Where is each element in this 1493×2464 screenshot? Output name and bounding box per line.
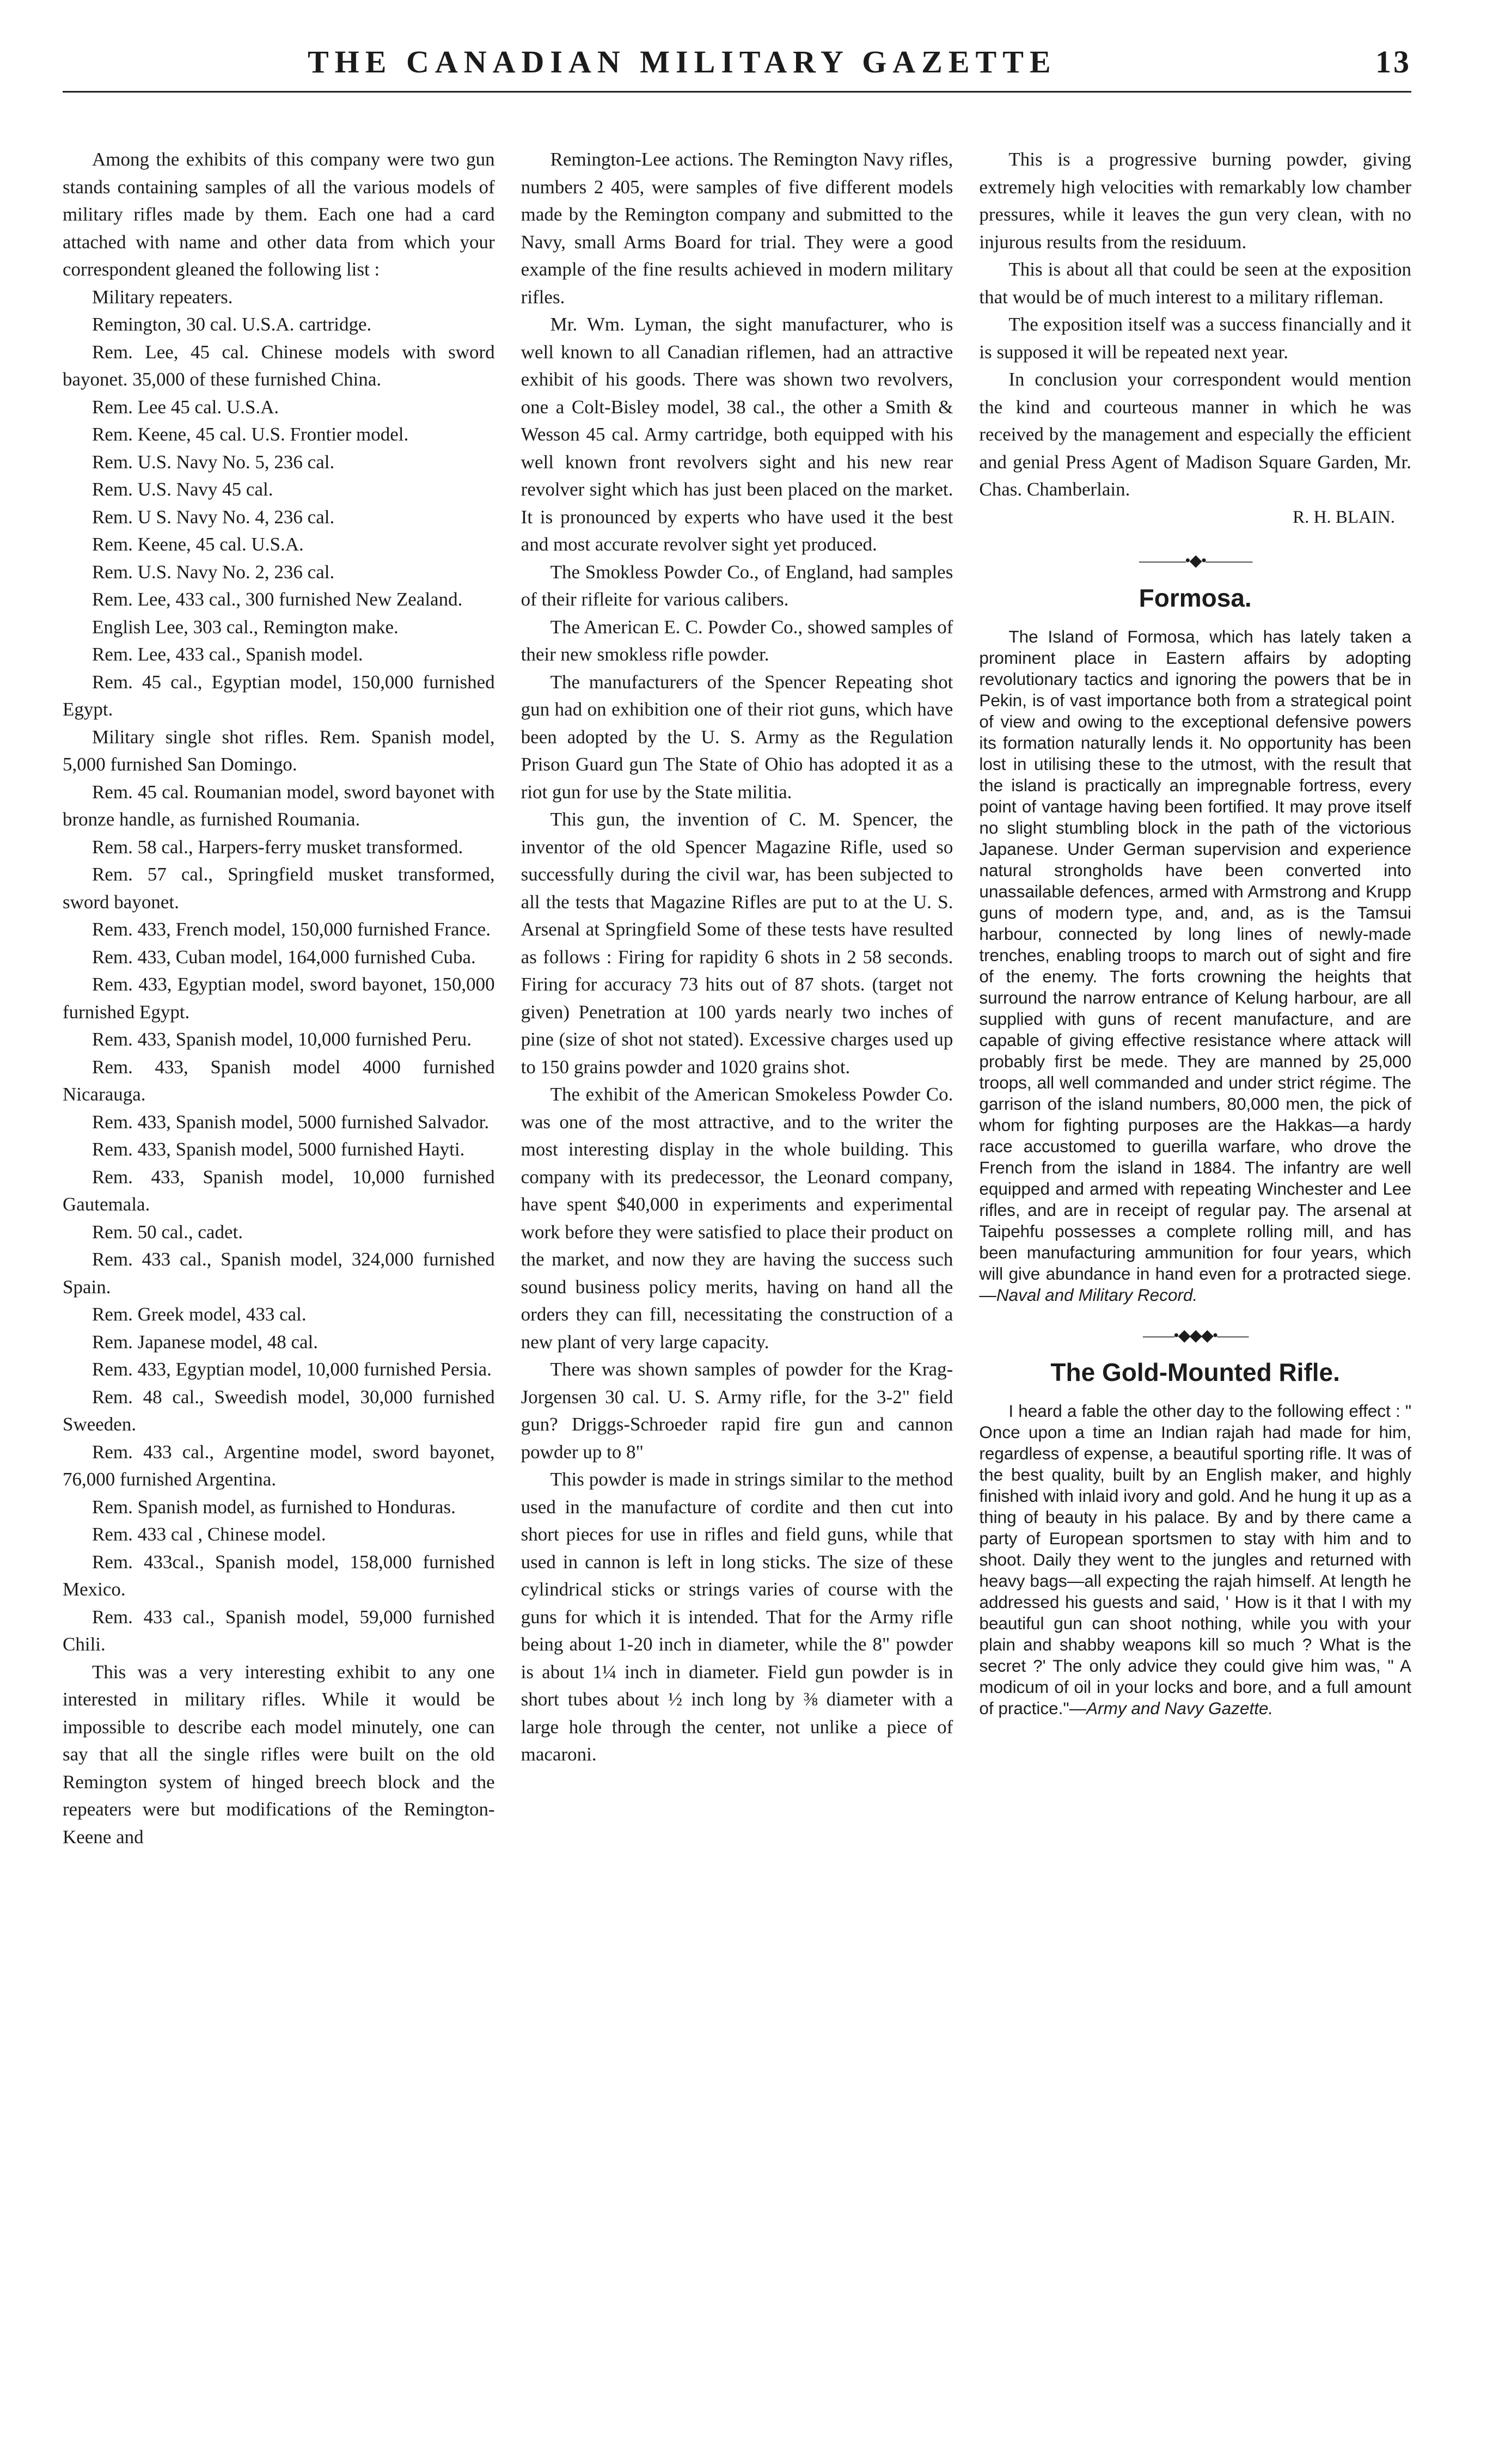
rifle-model-item: Rem. 433, Spanish model, 5000 furnished Salvador.	[92, 1111, 489, 1133]
rifle-model-item: Military repeaters.	[92, 286, 233, 308]
rifle-model-item: Rem. 58 cal., Harpers-ferry musket transformed.	[92, 836, 463, 858]
article-columns	[63, 146, 1411, 1851]
exhibit-intro-paragraph: Among the exhibits of this company were two gun stands containing samples of all the various models of military rifles made by them. Each one had a card attached with name and other data from which your correspondent gleaned the following list :	[63, 149, 495, 280]
column-right	[979, 146, 1411, 1851]
article-paragraph: The manufacturers of the Spencer Repeating shot gun had on exhibition one of their riot guns, which have been adopted by the U. S. Army as the Regulation Prison Guard gun The State of Ohio has adopted it as a riot gun for use by the State militia.	[521, 671, 953, 803]
rifle-text: I heard a fable the other day to the following effect : " Once upon a time an Indian rajah had made for him, regardless of expense, a beautiful sporting rifle. It was of the best quality, built by an English maker, and highly finished with inlaid ivory and gold. And he hung it up as a thing of beauty in his palace. By and by there came a party of European sportsmen to stay with him and to shoot. Daily they went to the jungles and returned with heavy bags—all expecting the rajah himself. At length he addressed his guests and said, ' How is it that I with my beautiful gun can shoot nothing, while you with your plain and shabby weapons kill so much ? What is the secret ?' The only advice they could give him was, " A modicum of oil in your locks and bore, and a full amount of practice."—	[979, 1401, 1412, 1718]
article-paragraph: There was shown samples of powder for the Krag-Jorgensen 30 cal. U. S. Army rifle, for the 3-2" field gun? Driggs-Schroeder rapid fire gun and cannon powder up to 8"	[521, 1359, 953, 1463]
rifle-model-item: Rem. Lee, 433 cal., 300 furnished New Zealand.	[92, 589, 463, 610]
article-paragraph: Mr. Wm. Lyman, the sight manufacturer, who is well known to all Canadian riflemen, had an attractive exhibit of his goods. There was shown two revolvers, one a Colt-Bisley model, 38 cal., the other a Smith & Wesson 45 cal. Army cartridge, both equipped with his well known front revolvers sight and his new rear revolver sight which has just been placed on the market. It is pronounced by experts who have used it the best and most accurate revolver sight yet produced.	[521, 314, 953, 555]
exhibit-closing-paragraph: This was a very interesting exhibit to any one interested in military rifles. While it would be impossible to describe each model minutely, one can say that all the single rifles were built on the old Remington system of hinged breech block and the repeaters were but modifications of the Remington-Keene and	[63, 1661, 495, 1848]
article-paragraph: In conclusion your correspondent would mention the kind and courteous manner in which he was received by the management and especially the efficient and genial Press Agent of Madison Square Garden, Mr. Chas. Chamberlain.	[979, 369, 1412, 500]
rifle-model-item: Rem. Keene, 45 cal. U.S. Frontier model.	[92, 424, 409, 445]
rifle-model-item: Rem. 433, Spanish model, 10,000 furnished Gautemala.	[63, 1166, 495, 1215]
rifle-model-item: Rem. Keene, 45 cal. U.S.A.	[92, 534, 304, 555]
rifle-source: Army and Navy Gazette.	[1086, 1698, 1274, 1718]
rifle-model-item: Rem. 433, Spanish model, 5000 furnished Hayti.	[92, 1139, 465, 1160]
newspaper-title: THE CANADIAN MILITARY GAZETTE	[308, 44, 1057, 80]
rifle-model-item: English Lee, 303 cal., Remington make.	[92, 616, 399, 638]
masthead	[63, 44, 1411, 93]
column-middle	[521, 146, 953, 1851]
article-paragraph: This is about all that could be seen at the exposition that would be of much interest to a military rifleman.	[979, 259, 1412, 308]
rifle-model-item: Rem. 433, Egyptian model, 10,000 furnished Persia.	[92, 1359, 492, 1380]
rifle-model-item: Rem. Lee, 433 cal., Spanish model.	[92, 644, 363, 665]
article-paragraph: This powder is made in strings similar to the method used in the manufacture of cordite and then cut into short pieces for use in rifles and field guns, while that used in cannon is left in long sticks. The size of these cylindrical sticks or strings varies of course with the guns for which it is intended. That for the Army rifle being about 1-20 inch in diameter, while the 8" powder is about 1¼ inch in diameter. Field gun powder is in short tubes about ½ inch long by ⅜ diameter with a large hole through the center, not unlike a piece of macaroni.	[521, 1469, 953, 1765]
rifle-model-item: Rem. U S. Navy No. 4, 236 cal.	[92, 506, 335, 528]
section-divider-ornament: ——•◆◆◆•——	[1143, 1326, 1248, 1344]
rifle-model-item: Rem. 45 cal. Roumanian model, sword bayonet with bronze handle, as furnished Roumania.	[63, 781, 495, 830]
rifle-model-item: Rem. 433 cal , Chinese model.	[92, 1524, 326, 1545]
rifle-model-item: Rem. Lee, 45 cal. Chinese models with sword bayonet. 35,000 of these furnished China.	[63, 341, 495, 390]
rifle-model-item: Rem. U.S. Navy No. 2, 236 cal.	[92, 561, 335, 583]
formosa-heading: Formosa.	[1139, 583, 1252, 612]
rifle-model-item: Rem. Greek model, 433 cal.	[92, 1304, 307, 1325]
author-signature: R. H. BLAIN.	[1293, 507, 1396, 527]
formosa-paragraph	[979, 626, 1411, 1306]
article-paragraph: The exposition itself was a success financially and it is supposed it will be repeated next year.	[979, 314, 1412, 363]
rifle-model-item: Rem. 433 cal., Spanish model, 324,000 furnished Spain.	[63, 1249, 495, 1298]
gold-mounted-rifle-heading: The Gold-Mounted Rifle.	[1050, 1358, 1340, 1386]
article-paragraph: Remington-Lee actions. The Remington Navy rifles, numbers 2 405, were samples of five different models made by the Remington company and submitted to the Navy, small Arms Board for trial. They were a good example of the fine results achieved in modern military rifles.	[521, 149, 953, 308]
article-paragraph: The exhibit of the American Smokeless Powder Co. was one of the most attractive, and to the writer the most interesting display in the whole building. This company with its predecessor, the Leonard company, have spent $40,000 in experiments and experimental work before they were satisfied to place their product on the market, and now they are having the success such sound business policy merits, having on hand all the orders they can fill, necessitating the construction of a new plant of very large capacity.	[521, 1084, 953, 1353]
rifle-model-item: Rem. Japanese model, 48 cal.	[92, 1331, 319, 1353]
gold-mounted-rifle-article	[979, 1401, 1411, 1719]
page-number: 13	[1375, 44, 1411, 80]
rifle-model-item: Rem. 57 cal., Springfield musket transformed, sword bayonet.	[63, 864, 495, 913]
rifle-model-item: Rem. Spanish model, as furnished to Honduras.	[92, 1496, 456, 1518]
rifle-model-item: Rem. 433, Spanish model 4000 furnished Nicarauga.	[63, 1056, 495, 1105]
rifle-model-item: Rem. 433, Cuban model, 164,000 furnished Cuba.	[92, 946, 476, 968]
rifle-model-item: Rem. 50 cal., cadet.	[92, 1221, 243, 1243]
exhibit-conclusion	[979, 146, 1411, 504]
rifle-model-item: Rem. 48 cal., Sweedish model, 30,000 furnished Sweeden.	[63, 1386, 495, 1435]
rifle-model-list	[63, 284, 495, 1659]
article-paragraph: The American E. C. Powder Co., showed samples of their new smokless rifle powder.	[521, 616, 953, 665]
rifle-model-item: Rem. U.S. Navy 45 cal.	[92, 479, 273, 500]
rifle-model-item: Rem. U.S. Navy No. 5, 236 cal.	[92, 451, 335, 473]
rifle-model-item: Rem. 433, French model, 150,000 furnished France.	[92, 919, 491, 940]
formosa-article	[979, 626, 1411, 1306]
rifle-model-item: Military single shot rifles. Rem. Spanish model, 5,000 furnished San Domingo.	[63, 726, 495, 775]
formosa-source: Naval and Military Record.	[996, 1285, 1198, 1305]
formosa-text: The Island of Formosa, which has lately taken a prominent place in Eastern affairs by adopting revolutionary tactics and ignoring the powers that be in Pekin, is of vast importance both from a strategical point of view and owing to the exceptional defensive powers its formation naturally lends it. No opportunity has been lost in utilising these to the utmost, with the result that the island is practically an impregnable fortress, every point of vantage having been fortified. It may prove itself no slight stumbling block in the path of the victorious Japanese. Under German supervision and experience natural strongholds have been converted into unassailable defences, armed with Armstrong and Krupp guns of modern type, and, and, as is the Tamsui harbour, connected by long lines of newly-made trenches, enabling troops to march out of sight and fire of the enemy. The forts crowning the heights that surround the narrow entrance of Kelung harbour, are all supplied with guns of recent manufacture, and are capable of giving effective resistance where attack will probably first be mede. They are manned by 25,000 troops, all well commanded and under strict régime. The garrison of the island numbers, 80,000 men, the pick of whom for fighting purposes are the Hakkas—a hardy race accustomed to guerilla warfare, who drove the French from the island in 1884. The infantry are well equipped and armed with repeating Winchester and Lee rifles, and are in receipt of regular pay. The arsenal at Taipehfu possesses a complete rolling mill, and has been manufacturing ammunition for four years, which will give abundance in hand even for a protracted siege.—	[979, 626, 1412, 1305]
rifle-paragraph	[979, 1401, 1411, 1719]
rifle-model-item: Rem. Lee 45 cal. U.S.A.	[92, 396, 279, 418]
rifle-model-item: Remington, 30 cal. U.S.A. cartridge.	[92, 314, 372, 335]
section-divider: ———•◆•———	[1139, 552, 1252, 570]
rifle-model-item: Rem. 433 cal., Spanish model, 59,000 furnished Chili.	[63, 1606, 495, 1655]
column-left	[63, 146, 495, 1851]
rifle-model-item: Rem. 45 cal., Egyptian model, 150,000 furnished Egypt.	[63, 671, 495, 720]
rifle-model-item: Rem. 433, Spanish model, 10,000 furnished Peru.	[92, 1029, 472, 1050]
article-paragraph: The Smokless Powder Co., of England, had samples of their rifleite for various calibers.	[521, 561, 953, 610]
rifle-model-item: Rem. 433, Egyptian model, sword bayonet, 150,000 furnished Egypt.	[63, 974, 495, 1023]
article-paragraph: This gun, the invention of C. M. Spencer, the inventor of the old Spencer Magazine Rifle, used so successfully during the civil war, has been subjected to all the tests that Magazine Rifles are put to at the U. S. Arsenal at Springfield Some of these tests have resulted as follows : Firing for rapidity 6 shots in 2 58 seconds. Firing for accuracy 73 hits out of 87 shots. (target not given) Penetration at 100 yards nearly two inches of pine (size of shot not stated). Excessive charges used up to 150 grains powder and 1020 grains shot.	[521, 809, 953, 1078]
article-paragraph: This is a progressive burning powder, giving extremely high velocities with remarkably low chamber pressures, while it leaves the gun very clean, with no injurous results from the residuum.	[979, 149, 1412, 253]
rifle-model-item: Rem. 433cal., Spanish model, 158,000 furnished Mexico.	[63, 1551, 495, 1600]
rifle-model-item: Rem. 433 cal., Argentine model, sword bayonet, 76,000 furnished Argentina.	[63, 1441, 495, 1490]
